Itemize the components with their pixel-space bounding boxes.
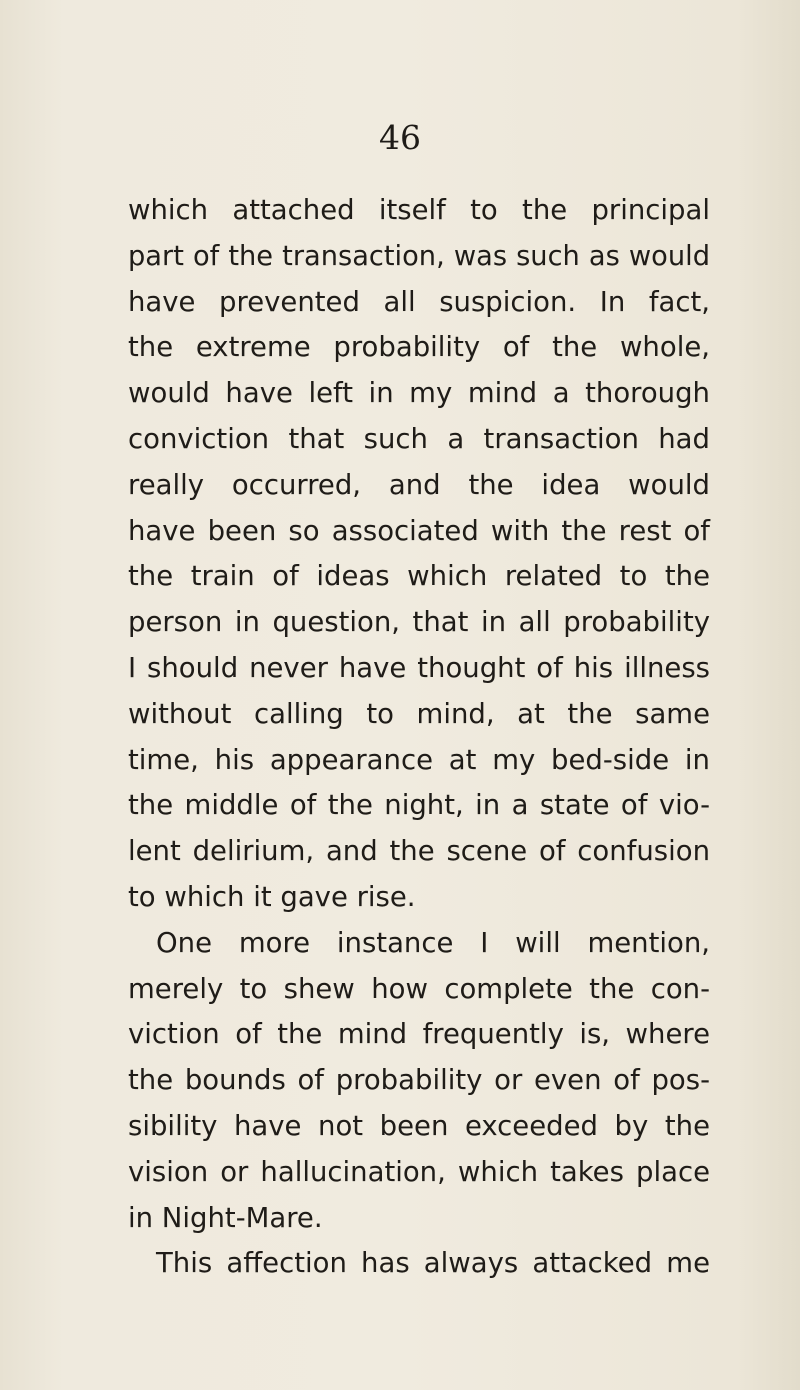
text-line: have been so associated with the rest of	[128, 514, 710, 547]
text-line: the bounds of probability or even of pos-	[128, 1064, 710, 1097]
body-text	[128, 188, 710, 1287]
paragraph-start-line: This affection has always attacked me	[156, 1247, 710, 1280]
text-line: the train of ideas which related to the	[128, 560, 710, 593]
text-line: conviction that such a transaction had	[128, 422, 710, 455]
text-line: would have left in my mind a thorough	[128, 377, 710, 410]
text-line: merely to shew how complete the con-	[128, 972, 710, 1005]
text-line: person in question, that in all probability	[128, 606, 710, 639]
paragraph-end-line: in Night-Mare.	[128, 1201, 323, 1234]
text-line: time, his appearance at my bed-side in	[128, 743, 710, 776]
text-line: sibility have not been exceeded by the	[128, 1109, 710, 1142]
text-line: viction of the mind frequently is, where	[128, 1018, 710, 1051]
text-line: which attached itself to the principal	[128, 194, 710, 226]
text-line: lent delirium, and the scene of confusion	[128, 835, 710, 868]
text-line: part of the transaction, was such as would	[128, 240, 710, 272]
text-line: the extreme probability of the whole,	[128, 331, 710, 364]
text-line: the middle of the night, in a state of vio-	[128, 789, 710, 822]
paragraph-start-line: One more instance I will mention,	[156, 926, 710, 959]
paragraph-end-line: to which it gave rise.	[128, 880, 416, 913]
text-line: without calling to mind, at the same	[128, 697, 710, 730]
text-line: vision or hallucination, which takes place	[128, 1155, 710, 1188]
page-number: 46	[379, 118, 421, 157]
text-line: have prevented all suspicion. In fact,	[128, 285, 710, 318]
text-line: I should never have thought of his illness	[128, 651, 710, 684]
text-line: really occurred, and the idea would	[128, 468, 710, 501]
